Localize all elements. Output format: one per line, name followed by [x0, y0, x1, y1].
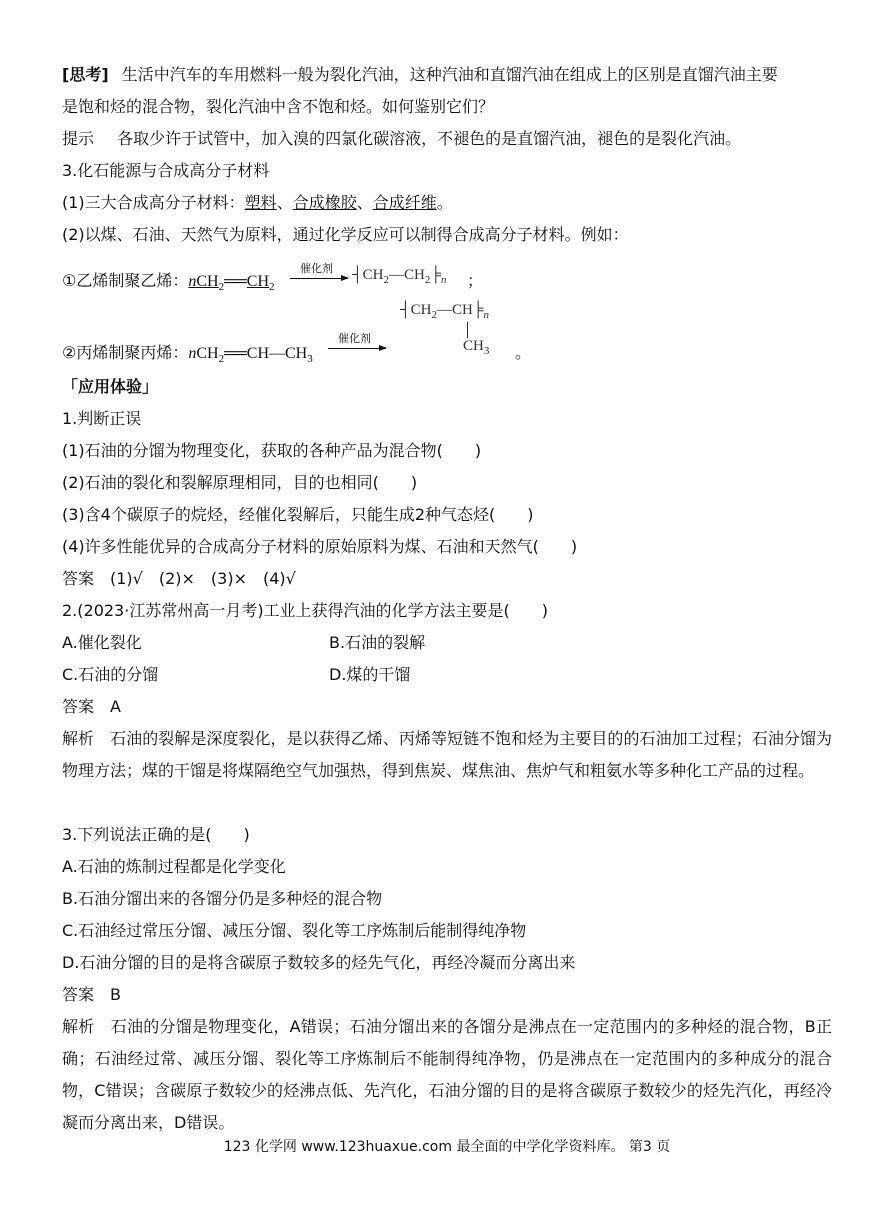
- propylene-formula: $nCH_2══CH—CH_3$: [188, 345, 313, 365]
- methyl-bond: [467, 322, 468, 338]
- ethylene-formula: $nCH_2══CH_2$: [188, 273, 275, 293]
- q1-title: 1.判断正误: [62, 409, 142, 428]
- reaction-1: [62, 270, 832, 298]
- think-text-1: 生活中汽车的车用燃料一般为裂化汽油，这种汽油和直馏汽油在组成上的区别是直馏汽油主要: [121, 65, 778, 84]
- q2-option-a: A.催化裂化: [62, 633, 142, 652]
- q1-answer: 答案 (1)√ (2)× (3)× (4)√: [62, 569, 296, 588]
- q2-title: 2.(2023·江苏常州高一月考)工业上获得汽油的化学方法主要是( ): [62, 601, 549, 620]
- q2-analysis: 解析 石油的裂解是深度裂化，是以获得乙烯、丙烯等短链不饱和烃为主要目的的石油加工过程；石油分馏为物理方法；煤的干馏是将煤隔绝空气加强热，得到焦炭、煤焦油、焦炉气和粗氨水等多种化工产品的过程。: [62, 729, 832, 780]
- period: 。: [436, 193, 453, 212]
- q3-option-a: A.石油的炼制过程都是化学变化: [62, 857, 286, 876]
- separator: 、: [276, 193, 293, 212]
- q2-options-row-2: [62, 664, 832, 686]
- q1-item-1: (1)石油的分馏为物理变化，获取的各种产品为混合物( ): [62, 441, 482, 460]
- reaction-2-label: ②丙烯制聚丙烯：: [62, 343, 189, 362]
- q1-item-3: (3)含4个碳原子的烷烃，经催化裂解后，只能生成2种气态烃( ): [62, 505, 534, 524]
- semicolon: ；: [467, 271, 484, 290]
- reaction-arrow-1: [290, 278, 348, 279]
- material-plastic: 塑料: [244, 193, 277, 212]
- practice-heading: 「应用体验」: [62, 377, 159, 396]
- q1-item-4: (4)许多性能优异的合成高分子材料的原始原料为煤、石油和天然气( ): [62, 537, 578, 556]
- section-3-p1: [62, 192, 832, 214]
- q3-title: 3.下列说法正确的是( ): [62, 825, 250, 844]
- q2-option-b: B.石油的裂解: [329, 633, 426, 652]
- reaction-1-label: ①乙烯制聚乙烯：: [62, 271, 189, 290]
- think-line-1: [62, 64, 832, 86]
- q3-option-b: B.石油分馏出来的各馏分仍是多种烃的混合物: [62, 889, 383, 908]
- q3-option-c: C.石油经过常压分馏、减压分馏、裂化等工序炼制后能制得纯净物: [62, 921, 527, 940]
- catalyst-label-1: 催化剂: [300, 262, 333, 275]
- q2-options-row-1: [62, 632, 832, 654]
- reaction-2-period: 。: [515, 343, 532, 362]
- polypropylene-chain: $┤CH_2—CH╞_n$: [400, 302, 489, 321]
- hint-label: 提示: [62, 129, 95, 148]
- reaction-arrow-2: [328, 348, 386, 349]
- q2-option-c: C.石油的分馏: [62, 665, 159, 684]
- think-tag: [思考]: [62, 65, 109, 84]
- catalyst-label-2: 催化剂: [338, 332, 371, 345]
- q3-option-d: D.石油分馏的目的是将含碳原子数较多的烃先气化，再经冷凝而分离出来: [62, 953, 576, 972]
- page-footer: 123 化学网 www.123huaxue.com 最全面的中学化学资料库。 第3 页: [223, 1139, 671, 1155]
- section-3-title: 3.化石能源与合成高分子材料: [62, 161, 270, 180]
- p1-prefix: (1)三大合成高分子材料：: [62, 193, 245, 212]
- methyl-group: $CH_3$: [463, 338, 490, 357]
- section-3-p2: (2)以煤、石油、天然气为原料，通过化学反应可以制得合成高分子材料。例如：: [62, 225, 629, 244]
- reaction-2: [62, 342, 832, 370]
- q2-answer: 答案 A: [62, 697, 121, 716]
- material-fiber: 合成纤维: [372, 193, 437, 212]
- q2-option-d: D.煤的干馏: [329, 665, 411, 684]
- hint-line: [62, 128, 832, 150]
- q3-analysis: 解析 石油的分馏是物理变化，A错误；石油分馏出来的各馏分是沸点在一定范围内的多种烃的混合物，B正确；石油经过常、减压分馏、裂化等工序炼制后不能制得纯净物，仍是沸点在一定范围内的多种成分的混合物，C错误；含碳原子数较少的烃沸点低、先汽化，石油分馏的目的是将含碳原子数较少的烃先汽化，再经冷凝而分离出来，D错误。: [62, 1017, 832, 1132]
- think-line-2: 是饱和烃的混合物，裂化汽油中含不饱和烃。如何鉴别它们？: [62, 97, 495, 116]
- q3-answer: 答案 B: [62, 985, 121, 1004]
- polyethylene-formula: $┤CH_2—CH_2╞_n$: [352, 267, 447, 286]
- separator: 、: [356, 193, 373, 212]
- material-rubber: 合成橡胶: [292, 193, 357, 212]
- q1-item-2: (2)石油的裂化和裂解原理相同，目的也相同( ): [62, 473, 418, 492]
- hint-text: 各取少许于试管中，加入溴的四氯化碳溶液，不褪色的是直馏汽油，褪色的是裂化汽油。: [117, 129, 742, 148]
